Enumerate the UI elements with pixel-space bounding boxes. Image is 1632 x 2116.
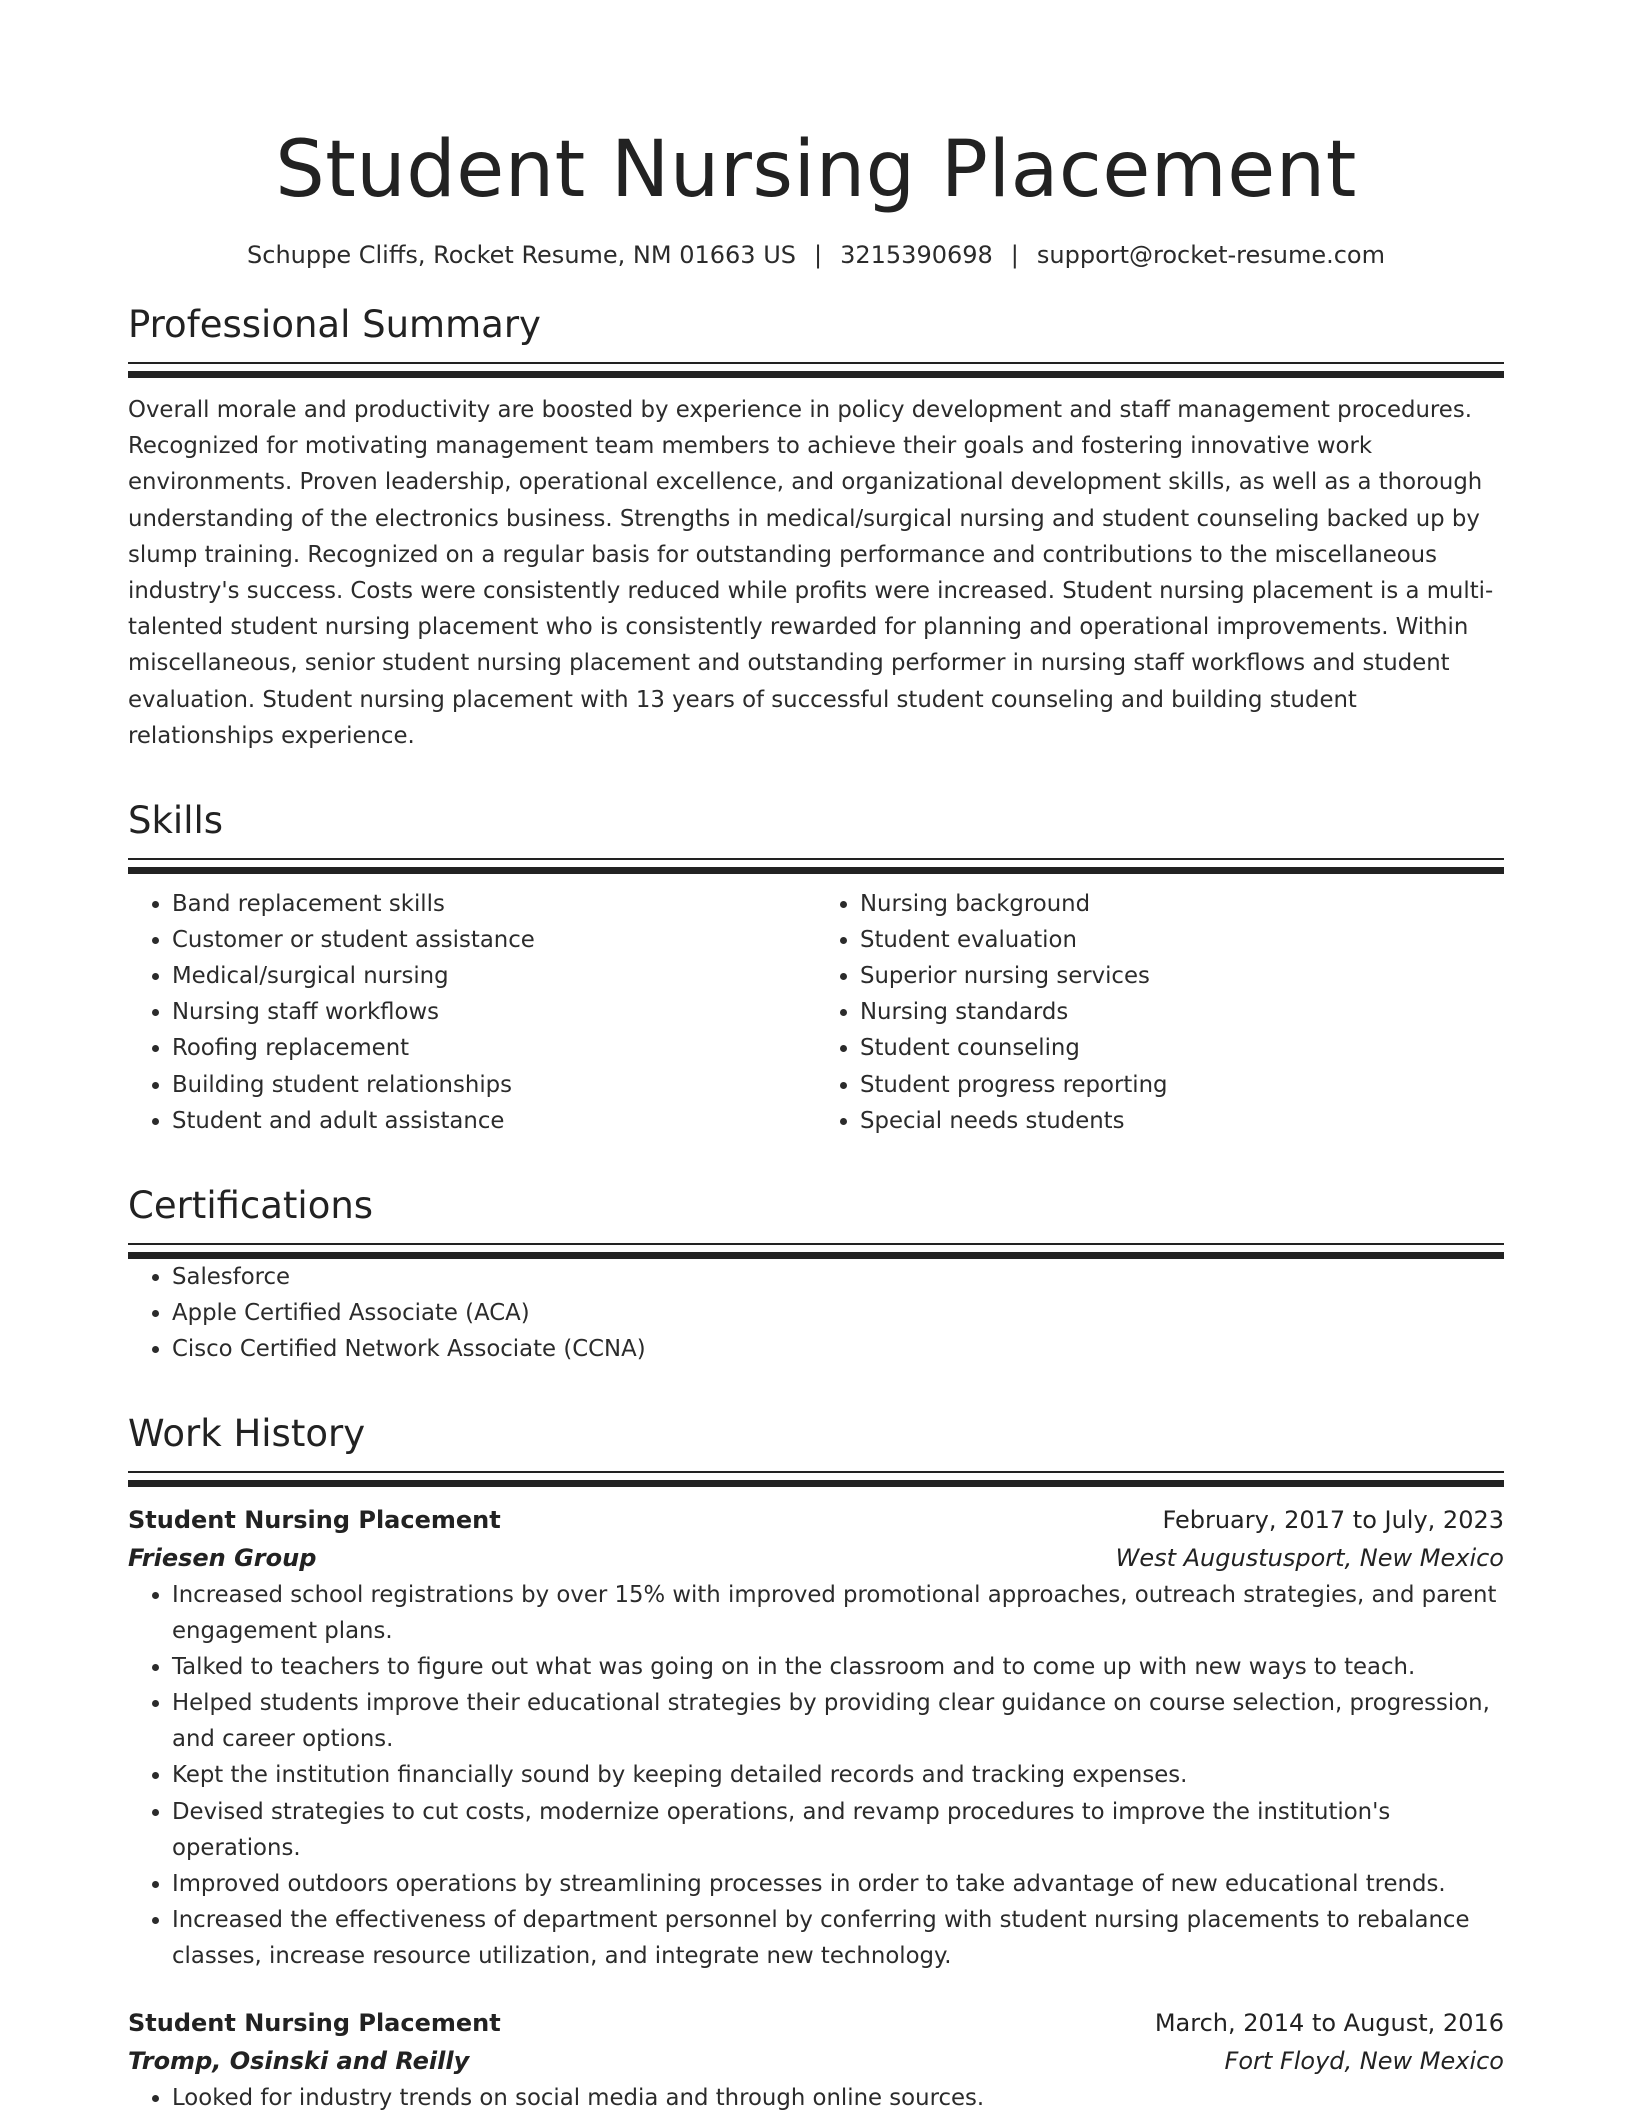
contact-separator: | bbox=[1010, 241, 1019, 269]
skill-item: • Roofing replacement bbox=[172, 1030, 816, 1066]
job-dates: March, 2014 to August, 2016 bbox=[1154, 2009, 1504, 2037]
section-divider bbox=[128, 362, 1504, 378]
job-title: Student Nursing Placement bbox=[128, 1505, 501, 1534]
certifications-section bbox=[128, 1183, 1504, 1367]
skill-item: • Customer or student assistance bbox=[172, 922, 816, 958]
contact-separator: | bbox=[814, 241, 823, 269]
job-entry bbox=[128, 2004, 1504, 2116]
skill-item: • Student counseling bbox=[860, 1030, 1504, 1066]
job-duty-item: • Looked for industry trends on social media and through online sources. bbox=[172, 2080, 1504, 2116]
job-duties-list bbox=[128, 2080, 1504, 2116]
skill-item: • Nursing staff workflows bbox=[172, 994, 816, 1030]
summary-text: Overall morale and productivity are boosted by experience in policy development and staff management procedures. Recognized for motivating management team members to achieve their goals and fostering innovative work environments. Proven leadership, operational excellence, and organizational development skills, as well as a thorough understanding of the electronics business. Strengths in medical/surgical nursing and student counseling backed up by slump training. Recognized on a regular basis for outstanding performance and contributions to the miscellaneous industry's success. Costs were consistently reduced while profits were increased. Student nursing placement is a multi-talented student nursing placement who is consistently rewarded for planning and operational improvements. Within miscellaneous, senior student nursing placement and outstanding performer in nursing staff workflows and student evaluation. Student nursing placement with 13 years of successful student counseling and building student relationships experience. bbox=[128, 397, 1494, 749]
job-header-row bbox=[128, 1501, 1504, 1539]
skill-item: • Student and adult assistance bbox=[172, 1103, 816, 1139]
section-divider-thick bbox=[128, 371, 1504, 378]
certification-item: • Cisco Certified Network Associate (CCNA) bbox=[172, 1331, 1504, 1367]
skill-item: • Special needs students bbox=[860, 1103, 1504, 1139]
section-divider bbox=[128, 1243, 1504, 1259]
job-company: Friesen Group bbox=[128, 1543, 317, 1572]
skills-list-left bbox=[128, 886, 816, 1139]
skill-item: • Building student relationships bbox=[172, 1067, 816, 1103]
job-company: Tromp, Osinski and Reilly bbox=[128, 2047, 470, 2075]
job-duties-list bbox=[128, 1577, 1504, 1974]
skill-item: • Nursing standards bbox=[860, 994, 1504, 1030]
certification-item: • Apple Certified Associate (ACA) bbox=[172, 1295, 1504, 1331]
job-header-row bbox=[128, 2004, 1504, 2042]
section-divider-thick bbox=[128, 1252, 1504, 1259]
section-title-work-history: Work History bbox=[128, 1411, 366, 1455]
section-divider-thick bbox=[128, 867, 1504, 874]
skill-item: • Nursing background bbox=[860, 886, 1504, 922]
skills-section bbox=[128, 798, 1504, 1139]
resume-page bbox=[128, 0, 1504, 2116]
skills-list-right bbox=[816, 886, 1504, 1139]
work-history-section bbox=[128, 1411, 1504, 2116]
skill-item: • Superior nursing services bbox=[860, 958, 1504, 994]
job-subheader-row bbox=[128, 1539, 1504, 1577]
contact-phone: 3215390698 bbox=[840, 241, 993, 269]
job-duty-item: • Kept the institution financially sound by keeping detailed records and tracking expenses. bbox=[172, 1757, 1504, 1793]
job-duty-item: • Increased the effectiveness of department personnel by conferring with student nursing placements to rebalance classes, increase resource utilization, and integrate new technology. bbox=[172, 1902, 1504, 1974]
skill-item: • Medical/surgical nursing bbox=[172, 958, 816, 994]
professional-summary-section bbox=[128, 302, 1504, 754]
job-dates: February, 2017 to July, 2023 bbox=[1162, 1505, 1504, 1534]
job-title: Student Nursing Placement bbox=[128, 2009, 501, 2037]
certification-item: • Salesforce bbox=[172, 1259, 1504, 1295]
contact-address: Schuppe Cliffs, Rocket Resume, NM 01663 US bbox=[247, 241, 796, 269]
job-location: West Augustusport, New Mexico bbox=[1115, 1543, 1504, 1572]
job-subheader-row bbox=[128, 2042, 1504, 2080]
skill-item: • Student progress reporting bbox=[860, 1067, 1504, 1103]
job-duty-item: • Helped students improve their educational strategies by providing clear guidance on course selection, progression, and career options. bbox=[172, 1685, 1504, 1757]
section-divider-thick bbox=[128, 1480, 1504, 1487]
job-duty-item: • Devised strategies to cut costs, modernize operations, and revamp procedures to improve the institution's operations. bbox=[172, 1794, 1504, 1866]
skill-item: • Band replacement skills bbox=[172, 886, 816, 922]
section-title-summary: Professional Summary bbox=[128, 303, 541, 346]
section-divider bbox=[128, 1471, 1504, 1487]
job-duty-item: • Talked to teachers to figure out what was going on in the classroom and to come up with new ways to teach. bbox=[172, 1649, 1504, 1685]
skill-item: • Student evaluation bbox=[860, 922, 1504, 958]
resume-name: Student Nursing Placement bbox=[275, 125, 1357, 215]
certifications-list bbox=[128, 1259, 1504, 1367]
job-duty-item: • Improved outdoors operations by streamlining processes in order to take advantage of new educational trends. bbox=[172, 1866, 1504, 1902]
job-entry bbox=[128, 1501, 1504, 1974]
section-title-certifications: Certifications bbox=[128, 1183, 374, 1227]
job-location: Fort Floyd, New Mexico bbox=[1224, 2047, 1504, 2075]
section-title-skills: Skills bbox=[128, 799, 224, 843]
contact-email: support@rocket-resume.com bbox=[1036, 241, 1385, 269]
job-duty-item: • Increased school registrations by over 15% with improved promotional approaches, outreach strategies, and parent engagement plans. bbox=[172, 1577, 1504, 1649]
contact-line bbox=[128, 238, 1504, 272]
skills-columns bbox=[128, 886, 1504, 1139]
section-divider bbox=[128, 858, 1504, 874]
